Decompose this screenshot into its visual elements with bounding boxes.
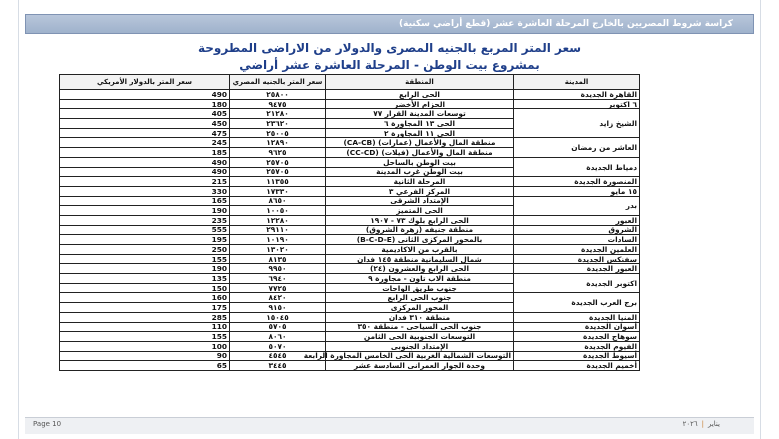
table-row [60, 274, 640, 284]
cell-usd: 330 [60, 186, 230, 196]
cell-usd: 285 [60, 312, 230, 322]
cell-usd: 250 [60, 245, 230, 255]
cell-usd: 185 [60, 148, 230, 158]
cell-usd: 100 [60, 341, 230, 351]
cell-usd: 65 [60, 361, 230, 371]
table-row [60, 177, 640, 187]
cell-area: منطقة المال والأعمال (فيلات) (CC-CD) [326, 148, 514, 158]
cell-area: بالقرب من الاكاديمية [326, 245, 514, 255]
table-row [60, 322, 640, 332]
cell-usd: 165 [60, 196, 230, 206]
header-city: المدينة [514, 75, 640, 90]
cell-area: منطقة الاب تاون - مجاورة ٩ [326, 274, 514, 284]
cell-area: منطقة ٣١٠ فدان [326, 312, 514, 322]
footer-separator: | [701, 420, 704, 428]
footer-date [683, 420, 720, 428]
cell-usd: 90 [60, 351, 230, 361]
cell-egp: ٩٤٧٥ [230, 99, 326, 109]
cell-egp: ١٣٠٢٠ [230, 245, 326, 255]
cell-city: أسيوط الجديدة [514, 351, 640, 361]
table-row [60, 351, 640, 361]
table-row [60, 215, 640, 225]
cell-city: الشروق [514, 225, 640, 235]
table-row [60, 332, 640, 342]
cell-city: بدر [514, 196, 640, 215]
cell-area: الحى المتميز [326, 206, 514, 216]
cell-usd: 160 [60, 293, 230, 303]
document-page [18, 0, 761, 439]
cell-usd: 180 [60, 99, 230, 109]
cell-area: منطقة المال والأعمال (عمارات) (CA-CB) [326, 138, 514, 148]
cell-area: بيت الوطن غرب المدينة [326, 167, 514, 177]
header-band-text: كراسة شروط المصريين بالخارج المرحلة العاشرة عشر (قطع أراضي سكنية) [399, 19, 733, 29]
table-row [60, 341, 640, 351]
price-table-body [60, 90, 640, 371]
cell-egp: ٥٠٧٠ [230, 341, 326, 351]
cell-usd: 235 [60, 215, 230, 225]
table-row [60, 264, 640, 274]
table-row [60, 235, 640, 245]
table-row [60, 254, 640, 264]
cell-area: بيت الوطن بالساحل [326, 157, 514, 167]
cell-city: سفنكس الجديدة [514, 254, 640, 264]
cell-city: الفيوم الجديدة [514, 341, 640, 351]
cell-usd: 155 [60, 332, 230, 342]
cell-egp: ٩٦٢٥ [230, 148, 326, 158]
cell-city: اكتوبر الجديدة [514, 274, 640, 293]
cell-usd: 135 [60, 274, 230, 284]
cell-city: ١٥ مايو [514, 186, 640, 196]
cell-egp: ٣٤٤٥ [230, 361, 326, 371]
table-row [60, 361, 640, 371]
cell-city: العبور [514, 215, 640, 225]
cell-usd: 490 [60, 157, 230, 167]
cell-egp: ٩٩٥٠ [230, 264, 326, 274]
cell-area: وحدة الجوار العمرانى السادسة عشر [326, 361, 514, 371]
table-row [60, 109, 640, 119]
header-usd: سعر المتر بالدولار الأمريكي [60, 75, 230, 90]
footer-year: ٢٠٢٦ [682, 420, 698, 428]
cell-egp: ٢٥٨٠٠ [230, 90, 326, 100]
footer-bar [25, 417, 754, 434]
table-row [60, 157, 640, 167]
cell-usd: 155 [60, 254, 230, 264]
cell-egp: ١٠٠٥٠ [230, 206, 326, 216]
cell-egp: ٢٥٧٠٥ [230, 167, 326, 177]
cell-usd: 110 [60, 322, 230, 332]
cell-area: المرحلة الثانية [326, 177, 514, 187]
cell-egp: ٨٦٥٠ [230, 196, 326, 206]
table-row [60, 245, 640, 255]
cell-city: سوهاج الجديدة [514, 332, 640, 342]
cell-area: الحى ١٣ المجاورة ٦ [326, 119, 514, 129]
table-row [60, 186, 640, 196]
cell-area: المحور المركزى [326, 303, 514, 313]
cell-city: المنصورة الجديدة [514, 177, 640, 187]
cell-city: برج العرب الجديدة [514, 293, 640, 312]
table-header-row [60, 75, 640, 90]
footer-page-number: Page 10 [33, 420, 62, 428]
cell-city: أخميم الجديدة [514, 361, 640, 371]
cell-usd: 490 [60, 90, 230, 100]
cell-area: الإمتداد الجنوبى [326, 341, 514, 351]
cell-area: التوسعات الشمالية الغربية الحى الخامس المجاورة الرابعة [326, 351, 514, 361]
cell-egp: ٩١٥٠ [230, 303, 326, 313]
cell-city: ٦ اكتوبر [514, 99, 640, 109]
cell-egp: ١١٣٥٥ [230, 177, 326, 187]
cell-usd: 215 [60, 177, 230, 187]
price-table [59, 74, 640, 371]
cell-usd: 475 [60, 128, 230, 138]
cell-usd: 190 [60, 206, 230, 216]
cell-egp: ١٠١٩٠ [230, 235, 326, 245]
table-row [60, 293, 640, 303]
cell-egp: ٨١٣٥ [230, 254, 326, 264]
cell-usd: 555 [60, 225, 230, 235]
cell-egp: ٥٧٠٥ [230, 322, 326, 332]
header-egp: سعر المتر بالجنيه المصري [230, 75, 326, 90]
cell-area: المركز الفرعي ٣ [326, 186, 514, 196]
cell-area: الحى ١١ المجاورة ٢ [326, 128, 514, 138]
cell-city: العاشر من رمضان [514, 138, 640, 157]
cell-egp: ٧٧٢٥ [230, 283, 326, 293]
cell-area: الحزام الأخضر [326, 99, 514, 109]
cell-egp: ١٢٢٨٠ [230, 215, 326, 225]
cell-egp: ١٧٣٣٠ [230, 186, 326, 196]
cell-city: السادات [514, 235, 640, 245]
cell-area: منطقة جنيفه (زهرة الشروق) [326, 225, 514, 235]
footer-date-label: يناير [707, 420, 720, 428]
table-row [60, 312, 640, 322]
cell-area: الحى الرابع بلوك ٧٣ - ١٩٠٧ [326, 215, 514, 225]
cell-area: التوسعات الجنوبية الحى الثامن [326, 332, 514, 342]
cell-city: المنيا الجديدة [514, 312, 640, 322]
page-subtitle: بمشروع بيت الوطن - المرحلة العاشرة عشر أراضي [239, 58, 540, 72]
cell-egp: ١٢٨٩٠ [230, 138, 326, 148]
header-area: المنطقة [326, 75, 514, 90]
header-band [25, 14, 754, 34]
table-row [60, 138, 640, 148]
cell-usd: 245 [60, 138, 230, 148]
cell-area: الحى الرابع [326, 90, 514, 100]
cell-egp: ٢٥٧٠٥ [230, 157, 326, 167]
cell-area: بالمحور المركزى الثانى (B-C-D-E) [326, 235, 514, 245]
cell-egp: ٢٣٦٢٠ [230, 119, 326, 129]
cell-usd: 175 [60, 303, 230, 313]
cell-usd: 490 [60, 167, 230, 177]
cell-area: جنوب طريق الواحات [326, 283, 514, 293]
cell-area: جنوب الحى الرابع [326, 293, 514, 303]
cell-egp: ٢١٢٨٠ [230, 109, 326, 119]
cell-city: العلمين الجديدة [514, 245, 640, 255]
cell-area: شمال السليمانية منطقة ١٤٥ فدان [326, 254, 514, 264]
cell-egp: ٤٥٤٥ [230, 351, 326, 361]
cell-city: أسوان الجديدة [514, 322, 640, 332]
cell-egp: ٨٤٢٠ [230, 293, 326, 303]
cell-egp: ٢٥٠٠٥ [230, 128, 326, 138]
cell-egp: ٢٩١١٠ [230, 225, 326, 235]
cell-egp: ٦٩٤٠ [230, 274, 326, 284]
cell-usd: 450 [60, 119, 230, 129]
cell-city: العبور الجديدة [514, 264, 640, 274]
cell-city: الشيخ زايد [514, 109, 640, 138]
table-row [60, 225, 640, 235]
cell-area: الإمتداد الشرقى [326, 196, 514, 206]
cell-egp: ٨٠٦٠ [230, 332, 326, 342]
cell-usd: 150 [60, 283, 230, 293]
cell-area: توسعات المدينة القرار ٧٧ [326, 109, 514, 119]
cell-city: القاهرة الجديدة [514, 90, 640, 100]
table-row [60, 196, 640, 206]
cell-egp: ١٥٠٤٥ [230, 312, 326, 322]
cell-usd: 195 [60, 235, 230, 245]
table-row [60, 90, 640, 100]
cell-area: جنوب الحى السياحى - منطقة ٣٥٠ [326, 322, 514, 332]
cell-city: دمياط الجديدة [514, 157, 640, 176]
cell-area: الحى الرابع والعشرون (٢٤) [326, 264, 514, 274]
page-title: سعر المتر المربع بالجنيه المصرى والدولار من الاراضى المطروحة [197, 41, 582, 55]
cell-usd: 190 [60, 264, 230, 274]
table-row [60, 99, 640, 109]
cell-usd: 405 [60, 109, 230, 119]
